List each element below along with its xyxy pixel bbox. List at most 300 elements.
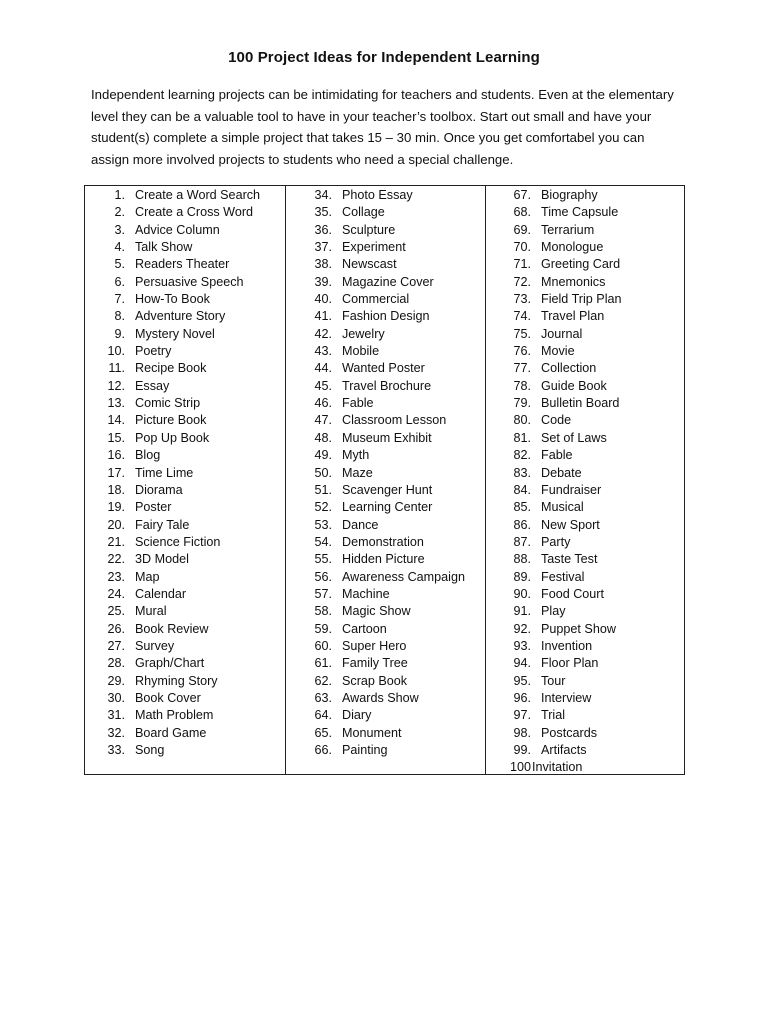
- item-label: Wanted Poster: [342, 361, 425, 376]
- item-label: Graph/Chart: [135, 656, 205, 671]
- ideas-column-3: [485, 186, 684, 774]
- item-number: 54.: [314, 534, 332, 549]
- list-item: [286, 621, 485, 638]
- item-label: Learning Center: [342, 500, 433, 515]
- list-item: [85, 482, 285, 499]
- item-label: Code: [541, 413, 572, 428]
- list-item: [286, 447, 485, 464]
- item-label: Interview: [541, 690, 592, 705]
- list-item: [286, 274, 485, 291]
- list-item: [85, 256, 285, 273]
- item-number: 70.: [513, 240, 531, 255]
- item-number: 19.: [107, 500, 125, 515]
- item-label: Create a Word Search: [135, 188, 261, 202]
- item-label: Family Tree: [342, 656, 408, 671]
- list-item: [85, 187, 285, 204]
- item-label: Festival: [541, 569, 585, 584]
- list-item: [286, 222, 485, 239]
- item-label: Myth: [342, 448, 370, 463]
- list-item: [286, 465, 485, 482]
- item-number: 59.: [314, 621, 332, 636]
- item-number: 51.: [314, 482, 332, 497]
- item-number: 92.: [513, 621, 531, 636]
- item-number: 99.: [513, 743, 531, 757]
- list-item: [85, 673, 285, 690]
- list-item: [486, 308, 684, 325]
- list-item: [486, 204, 684, 221]
- item-label: Movie: [541, 344, 575, 359]
- item-number: 88.: [513, 552, 531, 567]
- item-label: Party: [541, 534, 571, 549]
- item-number: 28.: [107, 656, 125, 671]
- list-item: [486, 673, 684, 690]
- item-number: 64.: [314, 708, 332, 723]
- item-number: 95.: [513, 673, 531, 688]
- list-item: [85, 447, 285, 464]
- list-item: [286, 725, 485, 742]
- item-number: 46.: [314, 396, 332, 411]
- item-label: Photo Essay: [342, 188, 413, 202]
- list-item: [286, 430, 485, 447]
- item-number: 81.: [513, 430, 531, 445]
- list-item: [85, 291, 285, 308]
- item-number: 53.: [314, 517, 332, 532]
- list-item: [85, 412, 285, 429]
- item-label: Field Trip Plan: [541, 292, 622, 307]
- item-number: 84.: [513, 482, 531, 497]
- item-number: 86.: [513, 517, 531, 532]
- item-number: 36.: [314, 222, 332, 237]
- item-label: How-To Book: [135, 292, 210, 307]
- item-number: 76.: [513, 344, 531, 359]
- item-number: 1.: [114, 188, 125, 202]
- item-number: 10.: [107, 344, 125, 359]
- list-item: [486, 378, 684, 395]
- item-number: 3.: [114, 222, 125, 237]
- list-item: [486, 326, 684, 343]
- item-label: Monument: [342, 725, 402, 740]
- item-number: 13.: [107, 396, 125, 411]
- item-number: 63.: [314, 690, 332, 705]
- list-item: [486, 360, 684, 377]
- list-item: [486, 603, 684, 620]
- item-label: Commercial: [342, 292, 410, 307]
- item-label: Awards Show: [342, 690, 419, 705]
- list-item: [486, 447, 684, 464]
- item-label: Rhyming Story: [135, 673, 218, 688]
- item-number: 50.: [314, 465, 332, 480]
- list-item: [286, 690, 485, 707]
- list-item: [286, 239, 485, 256]
- item-label: Persuasive Speech: [135, 274, 244, 289]
- ideas-list: [486, 187, 684, 777]
- item-label: Mnemonics: [541, 274, 606, 289]
- list-item: [286, 569, 485, 586]
- item-label: Machine: [342, 586, 390, 601]
- list-item: [286, 291, 485, 308]
- item-label: Fundraiser: [541, 482, 602, 497]
- list-item: [486, 551, 684, 568]
- list-item: [286, 742, 485, 759]
- item-label: Poetry: [135, 344, 172, 359]
- list-item: [85, 360, 285, 377]
- item-label: Classroom Lesson: [342, 413, 447, 428]
- item-label: Artifacts: [541, 743, 587, 757]
- item-number: 11.: [108, 361, 125, 376]
- ideas-column-2: [285, 186, 485, 774]
- list-item: [286, 187, 485, 204]
- list-item: [85, 517, 285, 534]
- list-item: [486, 759, 684, 776]
- item-label: Travel Brochure: [342, 378, 432, 393]
- item-label: Mystery Novel: [135, 326, 215, 341]
- item-number: 6.: [114, 274, 125, 289]
- item-number: 73.: [513, 292, 531, 307]
- item-number: 72.: [513, 274, 531, 289]
- item-number: 14.: [107, 413, 125, 428]
- list-item: [486, 586, 684, 603]
- list-item: [486, 725, 684, 742]
- item-label: Advice Column: [135, 222, 220, 237]
- item-number: 35.: [314, 205, 332, 220]
- item-label: Song: [135, 743, 165, 757]
- list-item: [286, 499, 485, 516]
- item-label: Collection: [541, 361, 597, 376]
- list-item: [85, 603, 285, 620]
- item-label: Jewelry: [342, 326, 385, 341]
- list-item: [286, 395, 485, 412]
- item-number: 24.: [107, 586, 125, 601]
- list-item: [486, 621, 684, 638]
- item-label: Readers Theater: [135, 257, 230, 272]
- list-item: [286, 378, 485, 395]
- item-number: 89.: [513, 569, 531, 584]
- item-number: 74.: [513, 309, 531, 324]
- list-item: [85, 204, 285, 221]
- list-item: [486, 343, 684, 360]
- item-label: Hidden Picture: [342, 552, 425, 567]
- item-number: 94.: [513, 656, 531, 671]
- item-label: 3D Model: [135, 552, 189, 567]
- list-item: [286, 534, 485, 551]
- item-number: 32.: [107, 725, 125, 740]
- list-item: [85, 222, 285, 239]
- item-number: 100: [509, 760, 531, 775]
- item-label: Bulletin Board: [541, 396, 620, 411]
- item-label: Debate: [541, 465, 582, 480]
- item-label: Sculpture: [342, 222, 396, 237]
- item-number: 5.: [114, 257, 125, 272]
- list-item: [286, 655, 485, 672]
- list-item: [486, 742, 684, 759]
- list-item: [85, 343, 285, 360]
- item-number: 85.: [513, 500, 531, 515]
- list-item: [286, 707, 485, 724]
- item-label: Science Fiction: [135, 534, 221, 549]
- item-label: Book Review: [135, 621, 209, 636]
- item-label: Maze: [342, 465, 373, 480]
- item-number: 7.: [114, 292, 125, 307]
- item-label: Taste Test: [541, 552, 598, 567]
- item-number: 15.: [107, 430, 125, 445]
- item-label: Recipe Book: [135, 361, 207, 376]
- item-label: Postcards: [541, 725, 597, 740]
- item-number: 2.: [114, 205, 125, 220]
- item-number: 75.: [513, 326, 531, 341]
- list-item: [85, 707, 285, 724]
- item-label: Terrarium: [541, 222, 595, 237]
- item-number: 71.: [513, 257, 531, 272]
- item-label: Painting: [342, 743, 388, 757]
- item-number: 21.: [107, 534, 125, 549]
- item-label: Museum Exhibit: [342, 430, 432, 445]
- item-number: 9.: [114, 326, 125, 341]
- item-label: Monologue: [541, 240, 604, 255]
- item-label: Collage: [342, 205, 385, 220]
- list-item: [486, 690, 684, 707]
- list-item: [286, 412, 485, 429]
- list-item: [486, 517, 684, 534]
- item-number: 83.: [513, 465, 531, 480]
- list-item: [286, 256, 485, 273]
- item-number: 8.: [114, 309, 125, 324]
- item-number: 77.: [513, 361, 531, 376]
- item-label: Poster: [135, 500, 172, 515]
- item-number: 26.: [107, 621, 125, 636]
- list-item: [486, 291, 684, 308]
- item-label: Travel Plan: [541, 309, 605, 324]
- item-label: Map: [135, 569, 160, 584]
- item-label: Blog: [135, 448, 161, 463]
- document-title: 100 Project Ideas for Independent Learning: [228, 49, 540, 66]
- list-item: [486, 655, 684, 672]
- item-number: 69.: [513, 222, 531, 237]
- item-label: Talk Show: [135, 240, 193, 255]
- item-label: Fable: [342, 396, 374, 411]
- list-item: [286, 343, 485, 360]
- item-number: 62.: [314, 673, 332, 688]
- item-number: 33.: [107, 743, 125, 757]
- item-number: 49.: [314, 448, 332, 463]
- list-item: [286, 586, 485, 603]
- list-item: [286, 204, 485, 221]
- list-item: [85, 551, 285, 568]
- list-item: [85, 430, 285, 447]
- list-item: [486, 569, 684, 586]
- list-item: [85, 395, 285, 412]
- list-item: [486, 239, 684, 256]
- item-number: 96.: [513, 690, 531, 705]
- item-number: 98.: [513, 725, 531, 740]
- item-label: Floor Plan: [541, 656, 599, 671]
- item-number: 40.: [314, 292, 332, 307]
- item-number: 60.: [314, 638, 332, 653]
- item-label: Scrap Book: [342, 673, 408, 688]
- ideas-list: [85, 187, 285, 759]
- item-label: Math Problem: [135, 708, 214, 723]
- item-label: Musical: [541, 500, 584, 515]
- item-number: 29.: [107, 673, 125, 688]
- item-number: 12.: [107, 378, 125, 393]
- ideas-column-1: [85, 186, 285, 774]
- list-item: [85, 326, 285, 343]
- item-number: 27.: [107, 638, 125, 653]
- item-label: Greeting Card: [541, 257, 621, 272]
- item-number: 80.: [513, 413, 531, 428]
- item-number: 61.: [314, 656, 332, 671]
- item-number: 47.: [314, 413, 332, 428]
- list-item: [85, 621, 285, 638]
- item-label: Magazine Cover: [342, 274, 434, 289]
- list-item: [486, 482, 684, 499]
- item-label: Book Cover: [135, 690, 201, 705]
- item-label: Comic Strip: [135, 396, 201, 411]
- item-label: Dance: [342, 517, 379, 532]
- item-number: 93.: [513, 638, 531, 653]
- item-label: Trial: [541, 708, 566, 723]
- list-item: [85, 239, 285, 256]
- list-item: [286, 551, 485, 568]
- item-label: Invitation: [532, 760, 583, 775]
- item-label: Fable: [541, 448, 573, 463]
- item-label: Journal: [541, 326, 583, 341]
- item-number: 52.: [314, 500, 332, 515]
- item-number: 42.: [314, 326, 332, 341]
- list-item: [85, 569, 285, 586]
- list-item: [286, 326, 485, 343]
- item-number: 18.: [107, 482, 125, 497]
- item-number: 37.: [314, 240, 332, 255]
- list-item: [85, 725, 285, 742]
- ideas-list: [286, 187, 485, 759]
- item-label: Adventure Story: [135, 309, 226, 324]
- list-item: [486, 274, 684, 291]
- project-ideas-table: [84, 185, 685, 775]
- list-item: [85, 378, 285, 395]
- list-item: [486, 465, 684, 482]
- item-number: 91.: [513, 604, 531, 619]
- item-number: 22.: [107, 552, 125, 567]
- list-item: [286, 638, 485, 655]
- list-item: [85, 308, 285, 325]
- list-item: [85, 274, 285, 291]
- item-number: 67.: [513, 188, 531, 202]
- item-label: Diorama: [135, 482, 183, 497]
- item-number: 25.: [107, 604, 125, 619]
- list-item: [286, 673, 485, 690]
- item-label: Set of Laws: [541, 430, 607, 445]
- item-label: New Sport: [541, 517, 600, 532]
- item-number: 39.: [314, 274, 332, 289]
- item-label: Pop Up Book: [135, 430, 210, 445]
- list-item: [85, 690, 285, 707]
- item-label: Scavenger Hunt: [342, 482, 433, 497]
- list-item: [85, 586, 285, 603]
- item-number: 48.: [314, 430, 332, 445]
- item-number: 56.: [314, 569, 332, 584]
- item-number: 16.: [107, 448, 125, 463]
- item-label: Play: [541, 604, 566, 619]
- list-item: [486, 395, 684, 412]
- list-item: [85, 465, 285, 482]
- item-label: Newscast: [342, 257, 397, 272]
- list-item: [286, 517, 485, 534]
- item-label: Super Hero: [342, 638, 407, 653]
- item-label: Magic Show: [342, 604, 411, 619]
- list-item: [486, 707, 684, 724]
- item-number: 30.: [107, 690, 125, 705]
- list-item: [486, 534, 684, 551]
- item-number: 45.: [314, 378, 332, 393]
- list-item: [85, 534, 285, 551]
- item-label: Puppet Show: [541, 621, 616, 636]
- list-item: [486, 499, 684, 516]
- item-number: 23.: [107, 569, 125, 584]
- item-number: 87.: [513, 534, 531, 549]
- list-item: [286, 603, 485, 620]
- item-label: Demonstration: [342, 534, 424, 549]
- list-item: [486, 187, 684, 204]
- item-label: Mobile: [342, 344, 380, 359]
- item-label: Experiment: [342, 240, 406, 255]
- item-label: Guide Book: [541, 378, 607, 393]
- item-number: 38.: [314, 257, 332, 272]
- item-label: Picture Book: [135, 413, 207, 428]
- item-number: 82.: [513, 448, 531, 463]
- item-label: Create a Cross Word: [135, 205, 254, 220]
- list-item: [85, 655, 285, 672]
- intro-paragraph: Independent learning projects can be intimidating for teachers and students. Even at the elementary level they can be a valuable tool to have in your teacher’s toolbox. Start out small and have your student(s) complete a simple project that takes 15 – 30 min. Once you get comfortabel you can assign more involved projects to students who need a special challenge.: [91, 87, 674, 167]
- item-label: Board Game: [135, 725, 207, 740]
- list-item: [85, 742, 285, 759]
- item-number: 17.: [107, 465, 125, 480]
- item-number: 55.: [314, 552, 332, 567]
- item-label: Tour: [541, 673, 566, 688]
- item-label: Time Capsule: [541, 205, 619, 220]
- list-item: [286, 360, 485, 377]
- list-item: [486, 256, 684, 273]
- item-label: Food Court: [541, 586, 604, 601]
- list-item: [286, 482, 485, 499]
- list-item: [85, 499, 285, 516]
- item-number: 79.: [513, 396, 531, 411]
- item-label: Cartoon: [342, 621, 387, 636]
- item-label: Invention: [541, 638, 593, 653]
- item-label: Calendar: [135, 586, 187, 601]
- item-number: 68.: [513, 205, 531, 220]
- item-number: 41.: [314, 309, 332, 324]
- item-number: 20.: [107, 517, 125, 532]
- item-number: 90.: [513, 586, 531, 601]
- item-label: Mural: [135, 604, 167, 619]
- item-number: 43.: [314, 344, 332, 359]
- item-number: 57.: [314, 586, 332, 601]
- item-number: 58.: [314, 604, 332, 619]
- item-label: Diary: [342, 708, 372, 723]
- list-item: [85, 638, 285, 655]
- item-number: 4.: [114, 240, 125, 255]
- item-number: 66.: [314, 743, 332, 757]
- item-number: 44.: [314, 361, 332, 376]
- item-number: 31.: [107, 708, 125, 723]
- item-label: Fashion Design: [342, 309, 430, 324]
- list-item: [486, 430, 684, 447]
- item-label: Awareness Campaign: [342, 569, 465, 584]
- list-item: [286, 308, 485, 325]
- item-label: Survey: [135, 638, 175, 653]
- item-number: 97.: [513, 708, 531, 723]
- item-label: Fairy Tale: [135, 517, 190, 532]
